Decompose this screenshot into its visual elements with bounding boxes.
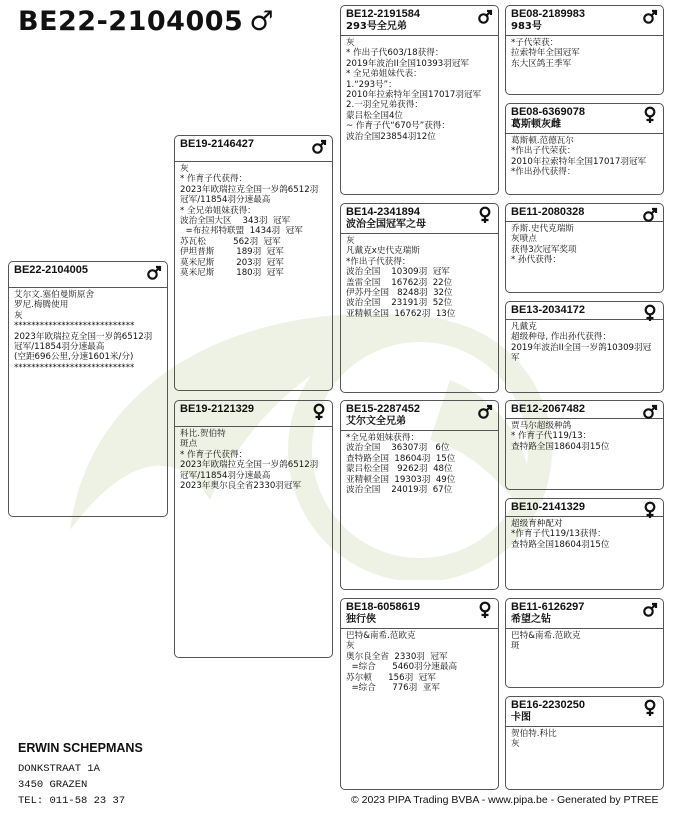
male-icon: [642, 601, 658, 619]
ring-number: BE11-2080328: [511, 206, 585, 218]
ring-number: BE19-2121329: [180, 403, 255, 415]
pigeon-description: *子代荣获： 拉索特年全国冠军 东大区鸽王季军: [511, 38, 580, 69]
pigeon-name: 293号全兄弟: [346, 21, 407, 32]
pigeon-card-dam: [174, 400, 333, 658]
pigeon-card-sire-sire: [340, 5, 499, 195]
pigeon-name: 波治全国冠军之母: [346, 219, 426, 230]
breeder-info: [18, 741, 143, 809]
breeder-city: 3450 GRAZEN: [18, 779, 88, 791]
male-icon: [477, 403, 493, 421]
pigeon-card-dam-dam: [340, 598, 499, 790]
pigeon-name: 艾尔文全兄弟: [346, 416, 406, 427]
ring-number: BE14-2341894: [346, 206, 421, 218]
pigeon-description: 乔斯.史代克瑞斯 灰喷点 获得3次冠军奖项 * 孙代获得：: [511, 224, 577, 266]
ring-number: BE13-2034172: [511, 304, 586, 316]
male-icon: [146, 264, 162, 282]
pigeon-name: 希望之钻: [511, 614, 551, 625]
ring-number: BE12-2067482: [511, 403, 586, 415]
ring-number: BE19-2146427: [180, 138, 255, 150]
breeder-phone: TEL: 011-58 23 37: [18, 795, 126, 807]
male-symbol-icon: ♂: [249, 6, 275, 37]
pigeon-description: 贺伯特.科比 灰: [511, 729, 557, 750]
female-icon: [642, 501, 658, 519]
male-icon: [311, 138, 327, 156]
ring-number: BE10-2141329: [511, 501, 586, 513]
female-icon: [642, 304, 658, 322]
pigeon-description: 葛斯顿.范德瓦尔 *作出子代荣获： 2010年拉索特年全国17017羽冠军 *作出孙代获得：: [511, 136, 647, 178]
pigeon-name: 983号: [511, 21, 542, 32]
male-icon: [477, 8, 493, 26]
male-icon: [642, 8, 658, 26]
ring-number: BE11-6126297: [511, 601, 585, 613]
ring-number: BE18-6058619: [346, 601, 421, 613]
pigeon-description: 巴特&南希.范欧克 灰 奥尔良全省 2330羽 冠军 =综合 5460羽分速最高 苏尔顿 156羽 冠军 =综合 776羽 亚军: [346, 631, 458, 694]
pigeon-card-ssd: [505, 103, 664, 195]
female-icon: [311, 403, 327, 421]
ring-number: BE12-2191584: [346, 8, 421, 20]
pedigree-title: [18, 6, 274, 37]
pigeon-description: 灰 凡戴克x史代克瑞斯 *作出子代获得： 波治全国 10309羽 冠军 盖雷全国 16762羽 22位 伊苏丹全国 8248羽 32位 波治全国 23191羽 52位 亚精顿全国 16762羽 13位: [346, 236, 456, 319]
pigeon-description: 贾马尔超级种鸽 * 作育子代119/13： 查特路全国18604羽15位: [511, 421, 610, 452]
breeder-street: DONKSTRAAT 1A: [18, 763, 100, 775]
female-icon: [642, 106, 658, 124]
pigeon-card-sds: [505, 203, 664, 293]
pigeon-description: *全兄弟姐妹获得： 波治全国 36307羽 6位 查特路全国 18604羽 15位 蒙吕松全国 9262羽 48位 亚精顿全国 19303羽 49位 波治全国 24019羽 67位: [346, 433, 456, 496]
subject-ring-title: BE22-2104005: [18, 6, 244, 37]
pigeon-card-dam-sire: [340, 400, 499, 590]
pigeon-name: 葛斯顿灰雌: [511, 119, 561, 130]
pigeon-card-ddd: [505, 696, 664, 790]
pigeon-card-sss: [505, 5, 664, 95]
male-icon: [642, 403, 658, 421]
copyright-notice: © 2023 PIPA Trading BVBA - www.pipa.be - Generated by PTREE: [351, 794, 659, 806]
pigeon-description: 灰 * 作出子代603/18获得： 2019年波治II全国10393羽冠军 * 全兄弟姐妹代表： 1.“293号”： 2010年拉索特年全国17017羽冠军 2.一羽全兄弟获得： 蒙吕松全国4位 ~ 作育子代“670号”获得： 波治全国23854羽12位: [346, 38, 482, 142]
pigeon-description: 灰 * 作育子代获得： 2023年欧瑞拉克全国一岁鸽6512羽 冠军/11854羽分速最高 * 全兄弟姐妹获得： 波治全国大区 343羽 冠军 =布拉邦特联盟 1434羽 冠军 苏瓦松 562羽 冠军 伊坦普斯 189羽 冠军 莫米尼斯 203羽 冠军 莫米尼斯 180羽 冠军: [180, 164, 319, 279]
female-icon: [477, 601, 493, 619]
pigeon-card-subject: [8, 261, 168, 517]
pigeon-name: 卡图: [511, 712, 531, 723]
pigeon-card-dsd: [505, 498, 664, 590]
pigeon-description: 超级育种配对 *作育子代119/13获得： 查特路全国18604羽15位: [511, 519, 610, 550]
pigeon-card-sdd: [505, 301, 664, 393]
pigeon-description: 科比.贺伯特 斑点 * 作育子代获得： 2023年欧瑞拉克全国一岁鸽6512羽 冠军/11854羽分速最高 2023年奥尔良全省2330羽冠军: [180, 429, 319, 492]
male-icon: [642, 206, 658, 224]
pigeon-card-dss: [505, 400, 664, 490]
ring-number: BE16-2230250: [511, 699, 586, 711]
ring-number: BE15-2287452: [346, 403, 421, 415]
ring-number: BE08-6369078: [511, 106, 586, 118]
ring-number: BE08-2189983: [511, 8, 586, 20]
pigeon-name: 独行侠: [346, 614, 376, 625]
pigeon-description: 巴特&南希.范欧克 斑: [511, 631, 581, 652]
breeder-name: ERWIN SCHEPMANS: [18, 741, 143, 755]
ring-number: BE22-2104005: [14, 264, 89, 276]
pigeon-description: 艾尔文.塞伯曼斯原舍 罗尼.梅腾使用 灰 **************************** 2023年欧瑞拉克全国一岁鸽6512羽 冠军/11854羽分速最高 (空距696公里,分速1601米/分) ****************************: [14, 290, 153, 373]
pigeon-card-dds: [505, 598, 664, 688]
pigeon-description: 凡戴克 超级种母, 作出孙代获得： 2019年波治II全国一岁鸽10309羽冠 军: [511, 322, 652, 364]
pigeon-card-sire-dam: [340, 203, 499, 393]
pigeon-card-sire: [174, 135, 333, 391]
female-icon: [642, 699, 658, 717]
female-icon: [477, 206, 493, 224]
